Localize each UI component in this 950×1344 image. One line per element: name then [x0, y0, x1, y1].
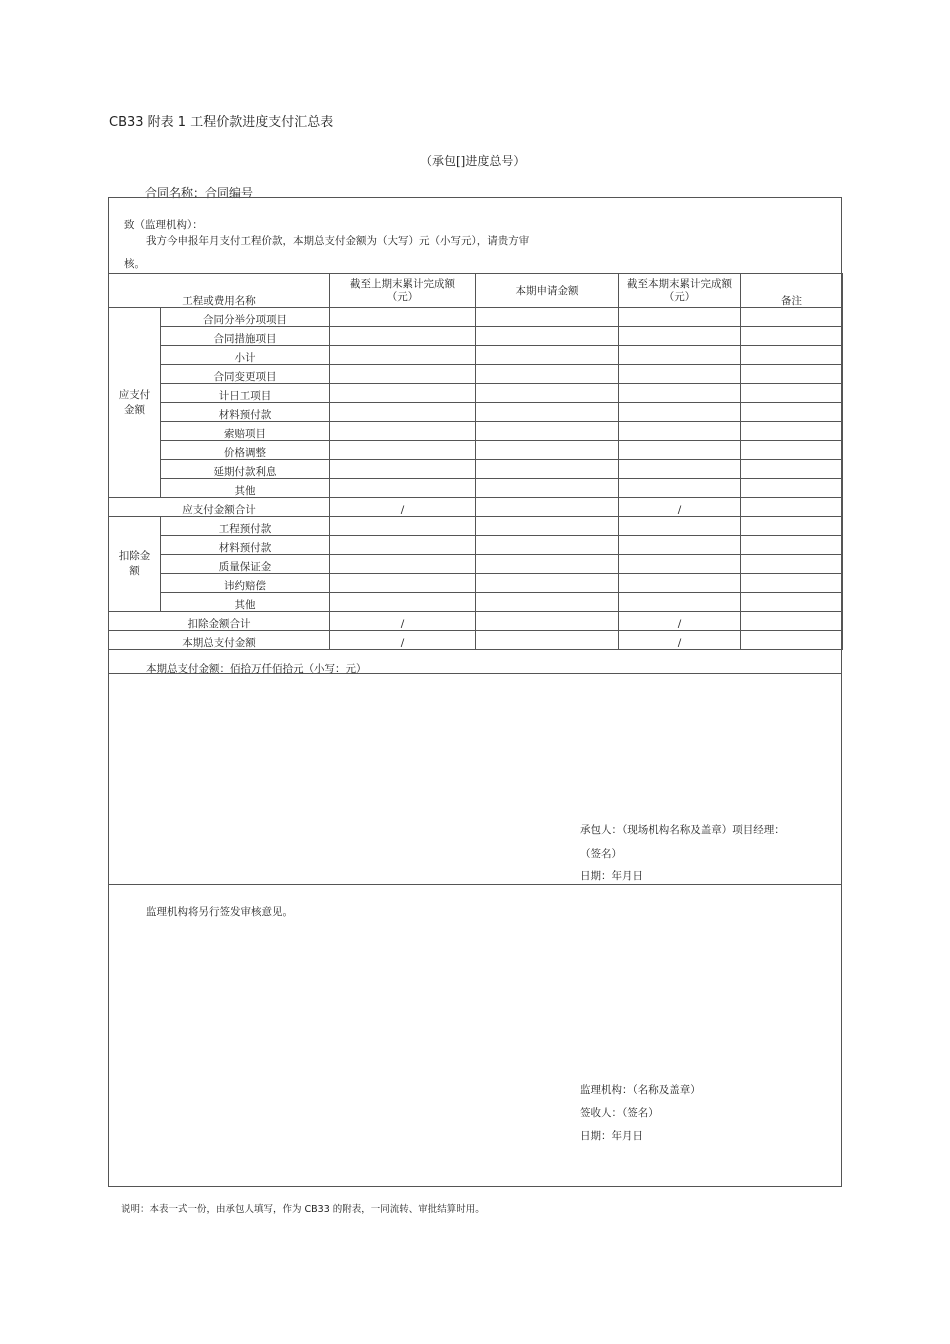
row-label: 合同分举分项项目	[161, 308, 330, 327]
divider	[108, 884, 842, 885]
contractor-date: 日期：年月日	[580, 870, 643, 882]
period-total-label: 本期总支付金额	[109, 631, 330, 650]
slash-cell: /	[330, 612, 476, 631]
row-label: 价格调整	[161, 441, 330, 460]
row-label: 其他	[161, 593, 330, 612]
header-current: 本期申请金额	[476, 274, 619, 308]
letter-to: 致（监理机构）：	[124, 219, 203, 231]
payment-summary-table	[108, 273, 843, 650]
table-row	[109, 441, 843, 460]
row-label: 合同措施项目	[161, 327, 330, 346]
payable-total-row	[109, 498, 843, 517]
table-row	[109, 479, 843, 498]
row-label: 工程预付款	[161, 517, 330, 536]
table-row	[109, 422, 843, 441]
divider	[108, 673, 842, 674]
supervisor-line-1: 监理机构：（名称及盖章）	[580, 1084, 701, 1096]
document-subtitle: （承包[]进度总号）	[420, 154, 526, 168]
deduct-total-label: 扣除金额合计	[109, 612, 330, 631]
header-remark: 备注	[741, 274, 843, 308]
slash-cell: /	[619, 631, 741, 650]
contract-line: 合同名称：合同编号	[145, 186, 254, 200]
table-row	[109, 384, 843, 403]
table-row	[109, 346, 843, 365]
table-row	[109, 555, 843, 574]
letter-body-1: 我方今申报年月支付工程价款，本期总支付金额为（大写）元（小写元），请贵方审	[146, 235, 530, 247]
header-name: 工程或费用名称	[109, 274, 330, 308]
table-row	[109, 536, 843, 555]
row-label: 延期付款利息	[161, 460, 330, 479]
payable-total-label: 应支付金额合计	[109, 498, 330, 517]
row-label: 其他	[161, 479, 330, 498]
row-label: 材料预付款	[161, 403, 330, 422]
supervisor-date: 日期：年月日	[580, 1130, 643, 1142]
row-label: 合同变更项目	[161, 365, 330, 384]
slash-cell: /	[330, 631, 476, 650]
table-row	[109, 327, 843, 346]
footnote: 说明：本表一式一份，由承包人填写，作为 CB33 的附表，一同流转、审批结算时用。	[121, 1204, 485, 1215]
header-prev-cumulative: 截至上期末累计完成额（元）	[330, 274, 476, 308]
row-label: 讳约赔偿	[161, 574, 330, 593]
deduct-total-row	[109, 612, 843, 631]
letter-body-2: 核。	[124, 258, 145, 270]
supervisor-opinion: 监理机构将另行签发审核意见。	[146, 906, 293, 918]
table-row	[109, 308, 843, 327]
slash-cell: /	[619, 612, 741, 631]
supervisor-line-2: 签收人：（签名）	[580, 1107, 659, 1119]
row-label: 索赔项目	[161, 422, 330, 441]
row-label: 材料预付款	[161, 536, 330, 555]
row-label: 质量保证金	[161, 555, 330, 574]
table-row	[109, 365, 843, 384]
document-title: CB33 附表 1 工程价款进度支付汇总表	[109, 115, 334, 130]
table-row	[109, 460, 843, 479]
header-cur-cumulative: 截至本期末累计完成额（元）	[619, 274, 741, 308]
table-header-row	[109, 274, 843, 308]
row-label: 计日工项目	[161, 384, 330, 403]
payable-group-label: 应支付金额	[109, 308, 161, 498]
deduct-group-label: 扣除金额	[109, 517, 161, 612]
table-row	[109, 593, 843, 612]
row-label: 小计	[161, 346, 330, 365]
total-amount-line: 本期总支付金额：佰拾万仟佰拾元（小写：元）	[146, 663, 367, 675]
period-total-row	[109, 631, 843, 650]
table-row	[109, 403, 843, 422]
contractor-line-2: （签名）	[580, 848, 622, 860]
slash-cell: /	[619, 498, 741, 517]
table-row	[109, 574, 843, 593]
contractor-line-1: 承包人：（现场机构名称及盖章）项目经理：	[580, 824, 785, 836]
slash-cell: /	[330, 498, 476, 517]
table-row	[109, 517, 843, 536]
